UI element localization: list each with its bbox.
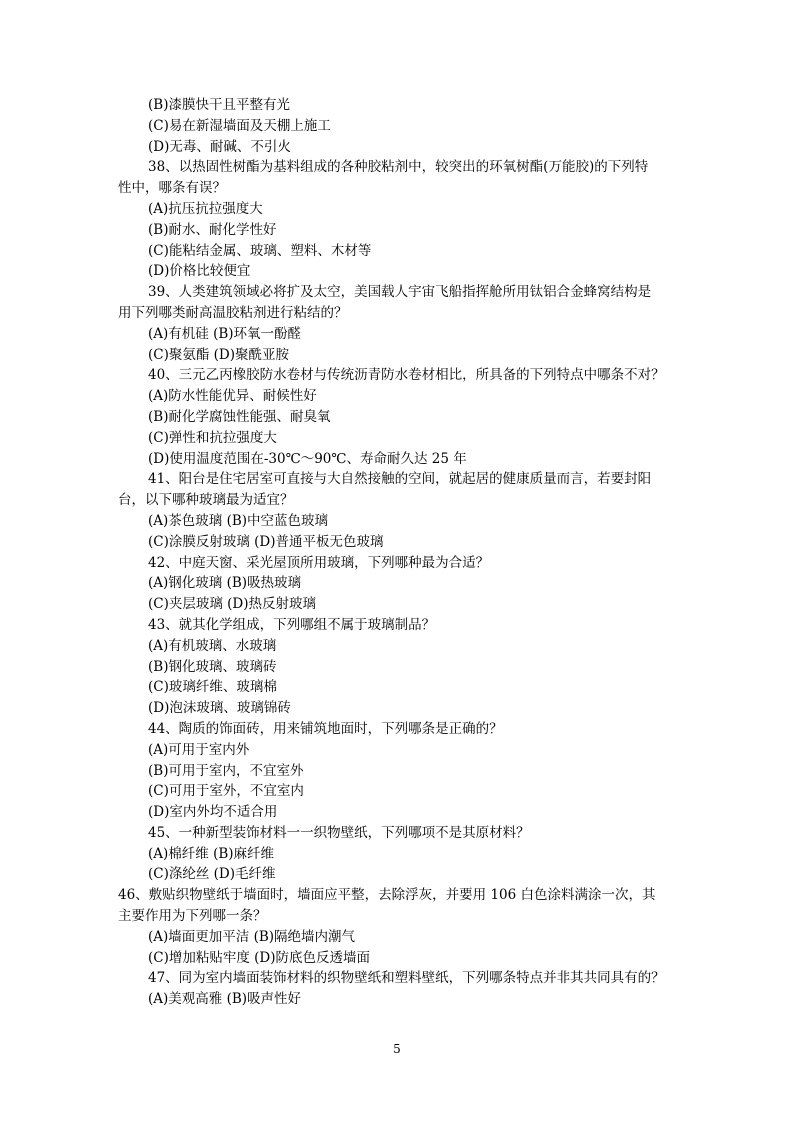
text-line: (C)涂膜反射玻璃 (D)普通平板无色玻璃 [148,533,384,550]
text-line: (C)易在新湿墙面及天棚上施工 [148,117,331,134]
document-body [118,95,678,1010]
text-line: (A)防水性能优异、耐候性好 [148,388,317,405]
text-line: (C)夹层玻璃 (D)热反射玻璃 [148,596,317,613]
text-line: 46、敷贴织物壁纸于墙面时，墙面应平整，去除浮灰，并要用 106 白色涂料满涂一次，其 [118,887,656,904]
text-line: 38、以热固性树酯为基料组成的各种胶粘剂中，较突出的环氧树酯(万能胶)的下列特 [148,159,649,176]
text-line: 性中，哪条有误？ [118,180,226,197]
text-line: (B)钢化玻璃、玻璃砖 [148,658,277,675]
text-line: 主要作用为下列哪一条？ [118,908,267,925]
text-line: (A)可用于室内外 [148,741,250,758]
text-line: (A)有机玻璃、水玻璃 [148,637,277,654]
text-line: (B)漆膜快干且平整有光 [148,97,290,113]
text-line: (A)钢化玻璃 (B)吸热玻璃 [148,575,302,592]
text-line: 47、同为室内墙面装饰材料的织物壁纸和塑料壁纸，下列哪条特点并非其共同具有的？ [148,970,665,987]
text-line: (A)棉纤维 (B)麻纤维 [148,845,275,862]
text-line: (A)美观高雅 (B)吸声性好 [148,991,302,1008]
text-line: 台，以下哪种玻璃最为适宜？ [118,492,294,509]
text-line: (D)使用温度范围在-30℃～90℃、寿命耐久达 25 年 [148,450,467,467]
text-line: (B)耐水、耐化学性好 [148,221,277,238]
text-line: 42、中庭天窗、采光屋顶所用玻璃，下列哪种最为合适？ [148,554,490,571]
text-line: (D)室内外均不适合用 [148,804,278,821]
text-line: (C)聚氨酯 (D)聚酰亚胺 [148,346,290,363]
text-line: 45、一种新型装饰材料一一织物壁纸，下列哪项不是其原材料？ [148,824,530,841]
text-line: (C)可用于室外，不宜室内 [148,783,304,800]
text-line: (A)有机硅 (B)环氧一酚醛 [148,325,302,342]
text-line: (D)泡沫玻璃、玻璃锦砖 [148,700,291,717]
text-line: (C)玻璃纤维、玻璃棉 [148,679,277,696]
text-line: 43、就其化学组成，下列哪组不属于玻璃制品？ [148,616,436,633]
text-line: (D)价格比较便宜 [148,263,251,280]
text-line: (B)耐化学腐蚀性能强、耐臭氧 [148,408,331,425]
text-line: (C)涤纶丝 (D)毛纤维 [148,866,276,883]
page-number: 5 [393,1042,401,1056]
text-line: (D)无毒、耐碱、不引火 [148,138,291,155]
text-line: (A)墙面更加平洁 (B)隔绝墙内潮气 [148,928,356,945]
text-line: 39、人类建筑领域必将扩及太空，美国载人宇宙飞船指挥舱所用钛铝合金蜂窝结构是 [148,284,652,301]
text-line: 44、陶质的饰面砖，用来铺筑地面时，下列哪条是正确的？ [148,720,503,737]
text-line: 40、三元乙丙橡胶防水卷材与传统沥青防水卷材相比，所具备的下列特点中哪条不对？ [148,367,665,384]
text-line: 41、阳台是住宅居室可直接与大自然接触的空间，就起居的健康质量而言，若要封阳 [148,471,652,488]
text-line: (C)增加粘贴牢度 (D)防底色反透墙面 [148,949,371,966]
text-line: (C)能粘结金属、玻璃、塑料、木材等 [148,242,372,259]
text-line: (A)茶色玻璃 (B)中空蓝色玻璃 [148,512,329,529]
text-line: (A)抗压抗拉强度大 [148,200,263,217]
text-line: (C)弹性和抗拉强度大 [148,429,277,446]
text-line: (B)可用于室内，不宜室外 [148,762,304,779]
text-line: 用下列哪类耐高温胶粘剂进行粘结的？ [118,304,348,321]
